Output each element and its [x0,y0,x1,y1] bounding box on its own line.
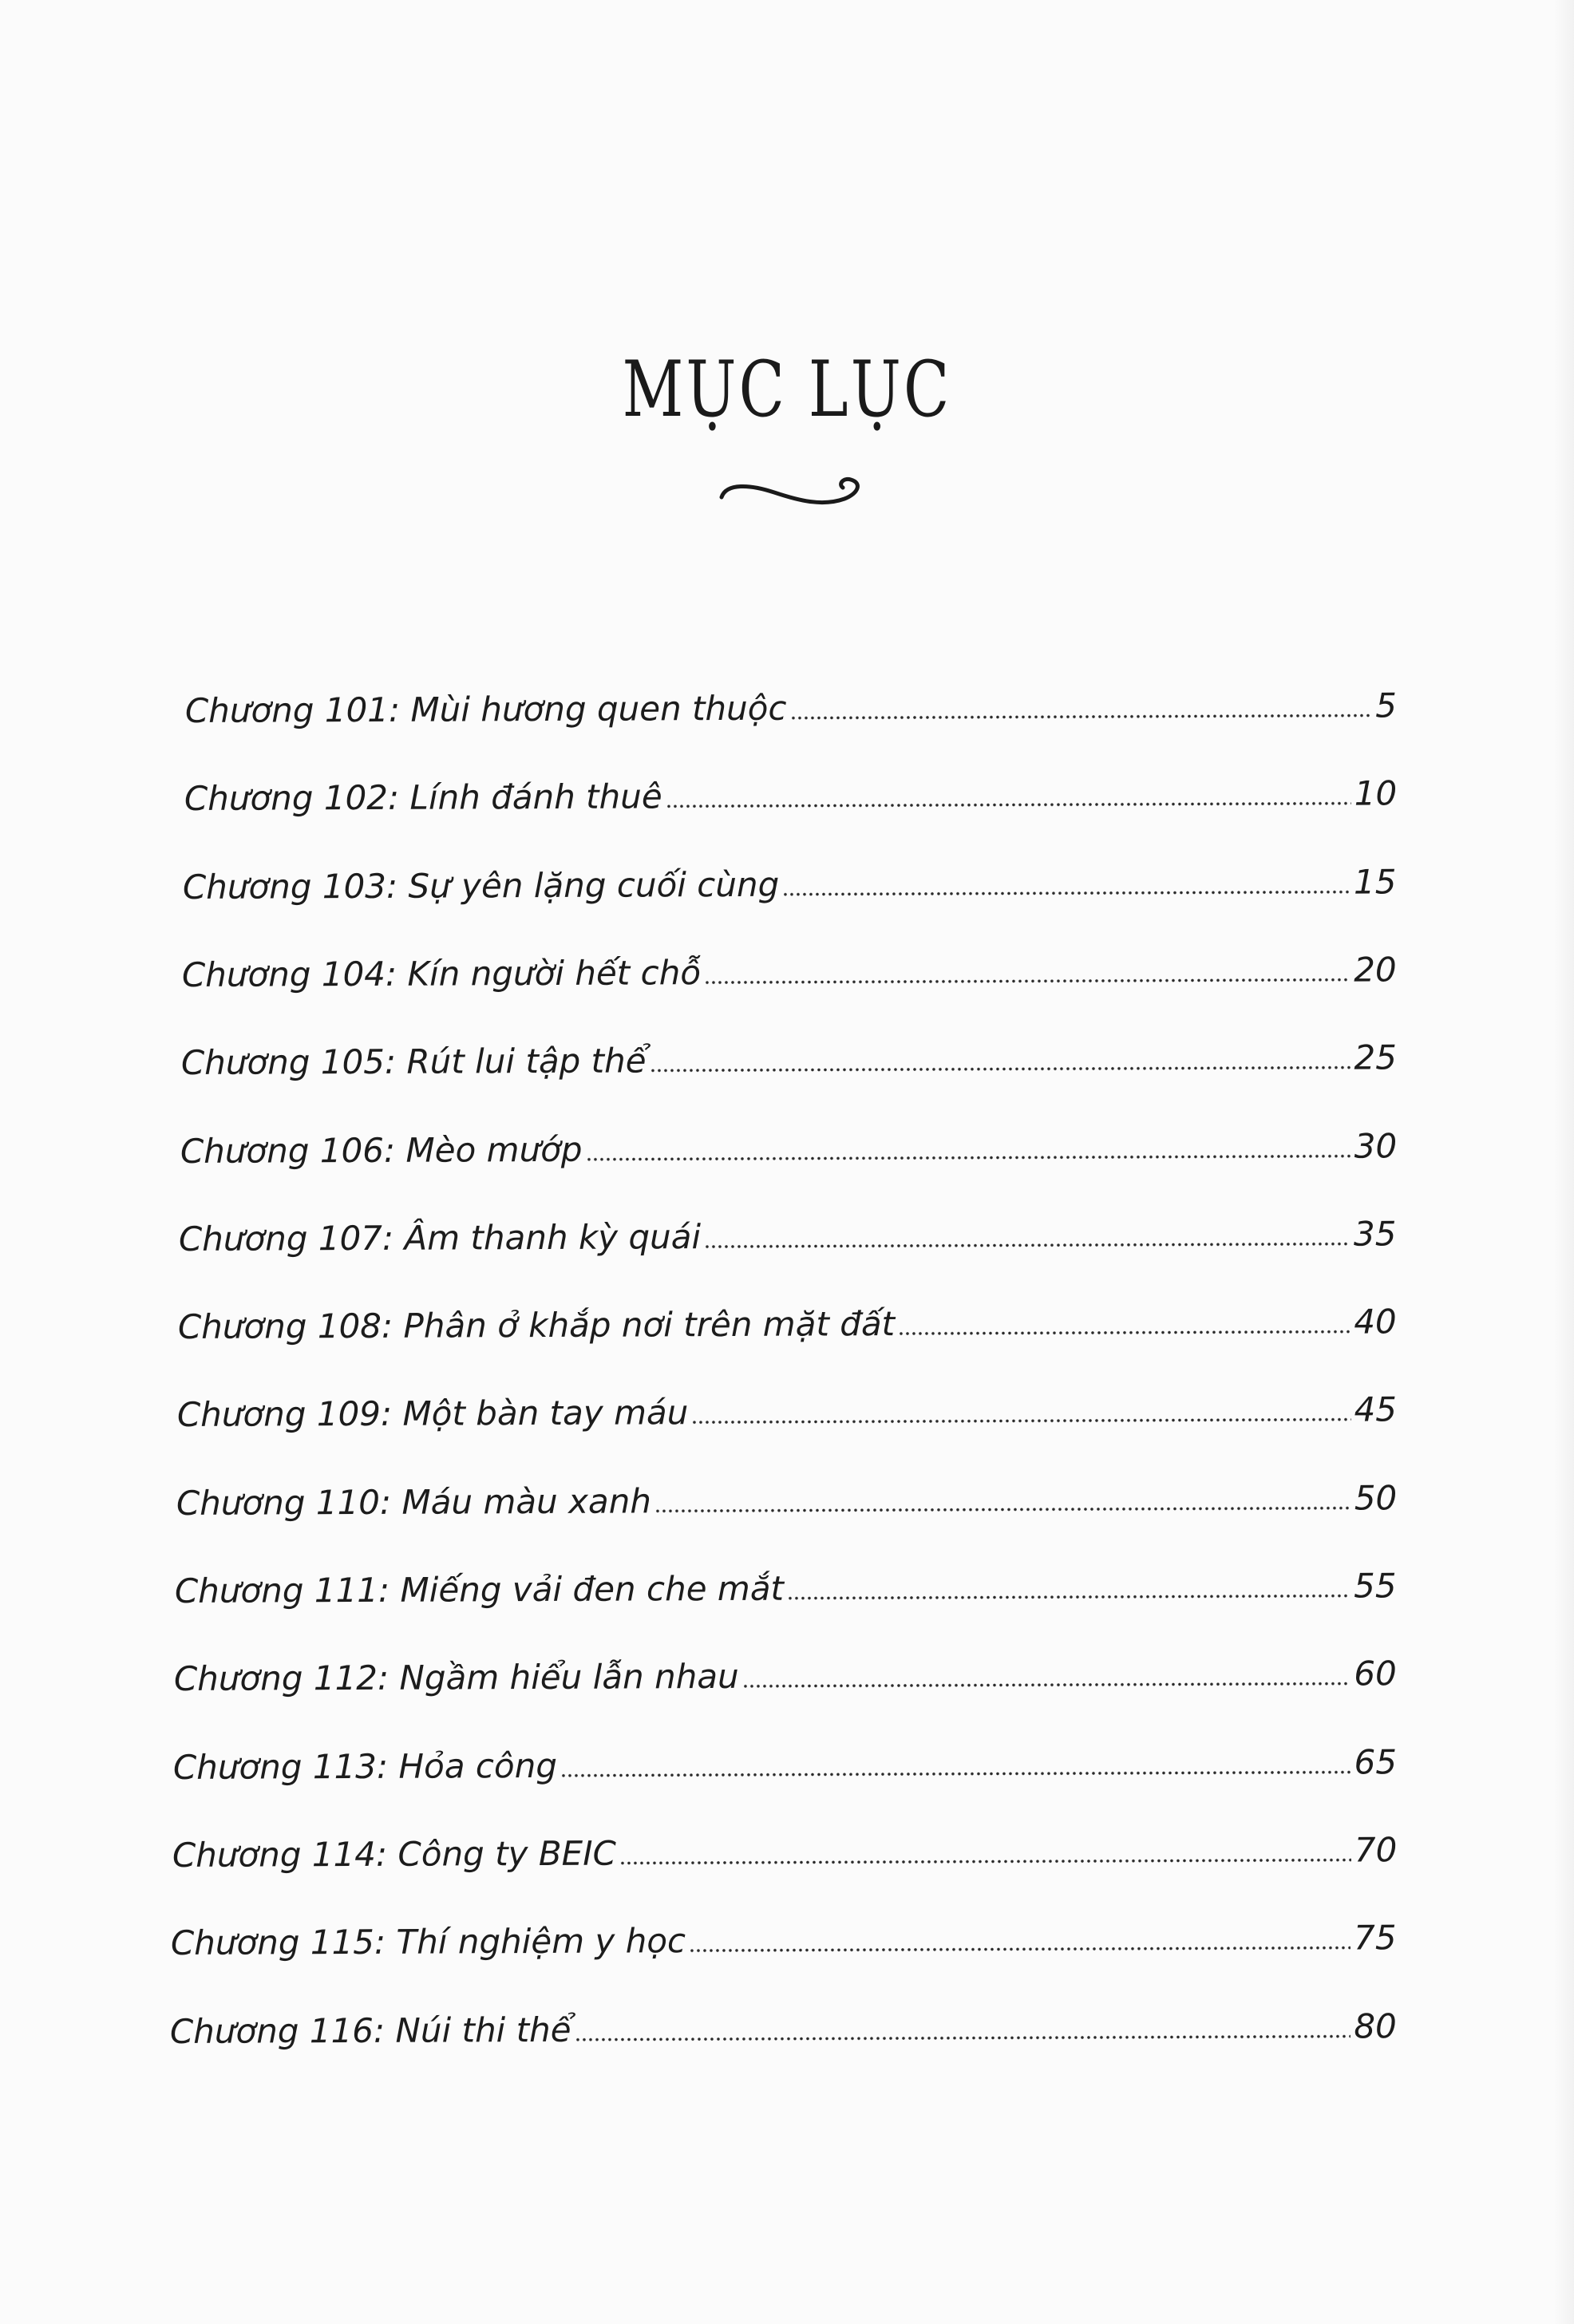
toc-entry-title [169,2010,571,2051]
toc-entry-title [172,1745,557,1787]
toc-entry [185,658,1397,728]
toc-entry [175,1539,1397,1611]
toc-chapter-name: Miếng vải đen che mắt [400,1568,785,1610]
toc-entry [176,1451,1397,1523]
toc-chapter-name: Hỏa công [398,1745,557,1786]
toc-entry-title [182,953,702,994]
toc-chapter-name: Núi thi thể [395,2010,571,2050]
toc-chapter-name: Âm thanh kỳ quái [404,1216,702,1258]
toc-chapter-name: Sự yên lặng cuối cùng [408,864,780,906]
toc-entry-title [171,1921,686,1963]
toc-entry-title [175,1568,785,1611]
toc-entry [177,1275,1397,1347]
dot-leader [783,889,1351,896]
toc-entry [172,1803,1397,1875]
toc-chapter-name: Lính đánh thuê [409,777,662,818]
toc-entry [170,1979,1397,2049]
toc-entry [173,1715,1397,1785]
dot-leader [655,1505,1351,1513]
dot-leader [665,801,1351,809]
toc-chapter-name: Kín người hết chỗ [407,953,702,994]
toc-page-number: 55 [1354,1566,1397,1606]
toc-page-number: 20 [1354,950,1397,990]
toc-entry [179,1187,1397,1259]
dot-leader [742,1682,1351,1689]
toc-chapter-name: Công ty BEIC [397,1833,616,1874]
toc-page-number: 45 [1354,1389,1397,1429]
dot-leader [689,1946,1351,1954]
dot-leader [585,1153,1351,1161]
toc-chapter-number: Chương 103: [183,866,398,907]
toc-chapter-number: Chương 102: [184,778,399,819]
toc-entry-title [172,1833,616,1875]
toc-chapter-number: Chương 101: [184,690,401,730]
toc-page-number: 5 [1375,686,1397,725]
toc-chapter-name: Máu màu xanh [401,1481,651,1522]
toc-chapter-number: Chương 111: [175,1570,390,1611]
dot-leader [560,1769,1351,1777]
toc-entry-title [180,1129,583,1171]
toc-page-number: 10 [1354,773,1397,813]
dot-leader [705,1241,1351,1249]
toc-chapter-number: Chương 116: [169,2010,386,2051]
toc-chapter-number: Chương 108: [177,1306,394,1347]
toc-chapter-name: Rút lui tập thể [406,1041,647,1081]
dot-leader [575,2034,1351,2041]
toc-entry [183,835,1397,907]
toc-chapter-number: Chương 113: [172,1746,389,1787]
toc-chapter-name: Phân ở khắp nơi trên mặt đất [403,1304,896,1346]
toc-chapter-name: Thí nghiệm y học [396,1921,686,1962]
page-title: MỤC LỤC [622,345,952,434]
toc-entry-title [184,688,787,730]
toc-page-number: 30 [1354,1125,1397,1166]
toc-entry-title [180,1041,647,1083]
toc-entry-title [177,1304,896,1347]
toc-entry-title [176,1481,651,1523]
toc-chapter-name: Mùi hương quen thuộc [410,688,787,729]
toc-page-number: 65 [1354,1741,1397,1782]
dot-leader [790,713,1373,721]
toc-entry [180,1099,1397,1171]
toc-page-number: 75 [1354,1918,1397,1958]
toc-chapter-number: Chương 104: [182,954,397,994]
dot-leader [787,1594,1351,1601]
toc-page-number: 60 [1354,1654,1397,1694]
toc-entry-title [184,777,662,819]
toc-entry-title [176,1393,689,1435]
toc-entry [171,1891,1397,1963]
toc-page-number: 80 [1354,2006,1397,2046]
toc-entry-title [183,864,780,907]
toc-chapter-name: Ngầm hiểu lẫn nhau [399,1657,739,1698]
dot-leader [704,978,1351,986]
toc-chapter-number: Chương 115: [171,1923,386,1963]
toc-entry-title [179,1216,702,1259]
toc-chapter-name: Mèo mướp [405,1129,583,1170]
toc-page-number: 50 [1354,1478,1397,1518]
toc-entry [177,1363,1397,1433]
toc-entry [182,923,1397,992]
toc-chapter-number: Chương 114: [172,1834,387,1875]
toc-page-number: 70 [1354,1830,1397,1870]
toc-page-number: 35 [1354,1214,1397,1254]
dot-leader [650,1065,1351,1073]
toc-chapter-number: Chương 105: [180,1042,397,1083]
dot-leader [898,1330,1351,1336]
dot-leader [619,1857,1351,1865]
toc-chapter-number: Chương 107: [179,1218,394,1259]
toc-page-number: 25 [1354,1038,1397,1077]
toc-chapter-number: Chương 106: [180,1130,395,1171]
toc-chapter-name: Một bàn tay máu [402,1393,689,1434]
toc-entry [174,1627,1397,1697]
toc-entry [181,1011,1397,1081]
toc-chapter-number: Chương 110: [176,1482,391,1523]
toc-page-number: 15 [1354,861,1397,902]
toc-chapter-number: Chương 109: [176,1394,393,1435]
toc-page-number: 40 [1354,1302,1397,1342]
dot-leader [691,1417,1351,1425]
toc-entry-title [173,1657,739,1699]
toc-entry [184,747,1397,819]
toc-chapter-number: Chương 112: [173,1658,390,1699]
